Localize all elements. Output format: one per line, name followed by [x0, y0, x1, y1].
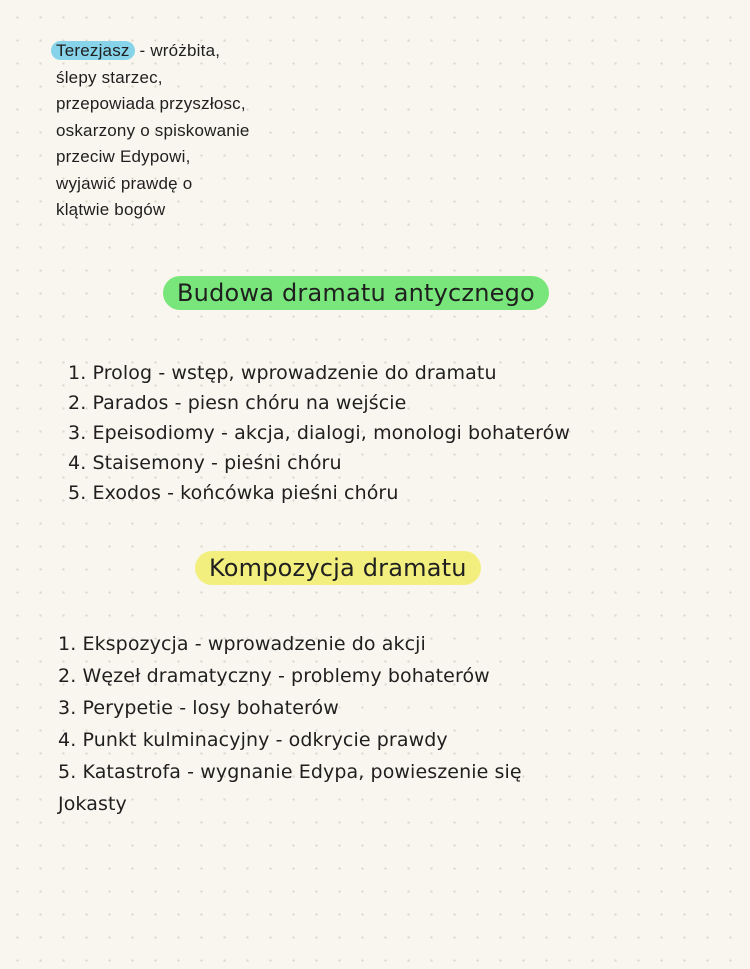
- intro-note: [56, 38, 356, 224]
- intro-line-1-text: - wróżbita,: [134, 41, 221, 60]
- intro-line-4: oskarzony o spiskowanie: [56, 120, 250, 140]
- intro-line-5: przeciw Edypowi,: [56, 147, 191, 166]
- intro-line-1: [56, 38, 356, 65]
- list-item: 1. Prolog - wstęp, wprowadzenie do dramatu: [68, 362, 497, 384]
- highlighted-name: Terezjasz: [51, 41, 135, 60]
- list-item: 2. Węzeł dramatyczny - problemy bohaterów: [58, 665, 490, 687]
- list-item: 4. Punkt kulminacyjny - odkrycie prawdy: [58, 729, 448, 751]
- list-item: 4. Staisemony - pieśni chóru: [68, 452, 342, 474]
- list-item: 1. Ekspozycja - wprowadzenie do akcji: [58, 633, 426, 655]
- list-item: 2. Parados - piesn chóru na wejście: [68, 392, 407, 414]
- section-heading-budowa: Budowa dramatu antycznego: [163, 276, 549, 310]
- intro-line-3: przepowiada przyszłosc,: [56, 94, 246, 113]
- budowa-list: [68, 358, 570, 508]
- section-heading-kompozycja: Kompozycja dramatu: [195, 551, 481, 585]
- kompozycja-list: [58, 628, 522, 820]
- list-item: 5. Exodos - końcówka pieśni chóru: [68, 482, 399, 504]
- list-item: 5. Katastrofa - wygnanie Edypa, powieszenie się: [58, 761, 522, 783]
- intro-line-6: wyjawić prawdę o: [56, 173, 193, 193]
- list-item: 3. Epeisodiomy - akcja, dialogi, monologi bohaterów: [68, 422, 571, 444]
- intro-line-7: klątwie bogów: [56, 200, 166, 219]
- intro-line-2: ślepy starzec,: [56, 67, 163, 87]
- list-item: Jokasty: [58, 793, 127, 815]
- list-item: 3. Perypetie - losy bohaterów: [58, 697, 339, 719]
